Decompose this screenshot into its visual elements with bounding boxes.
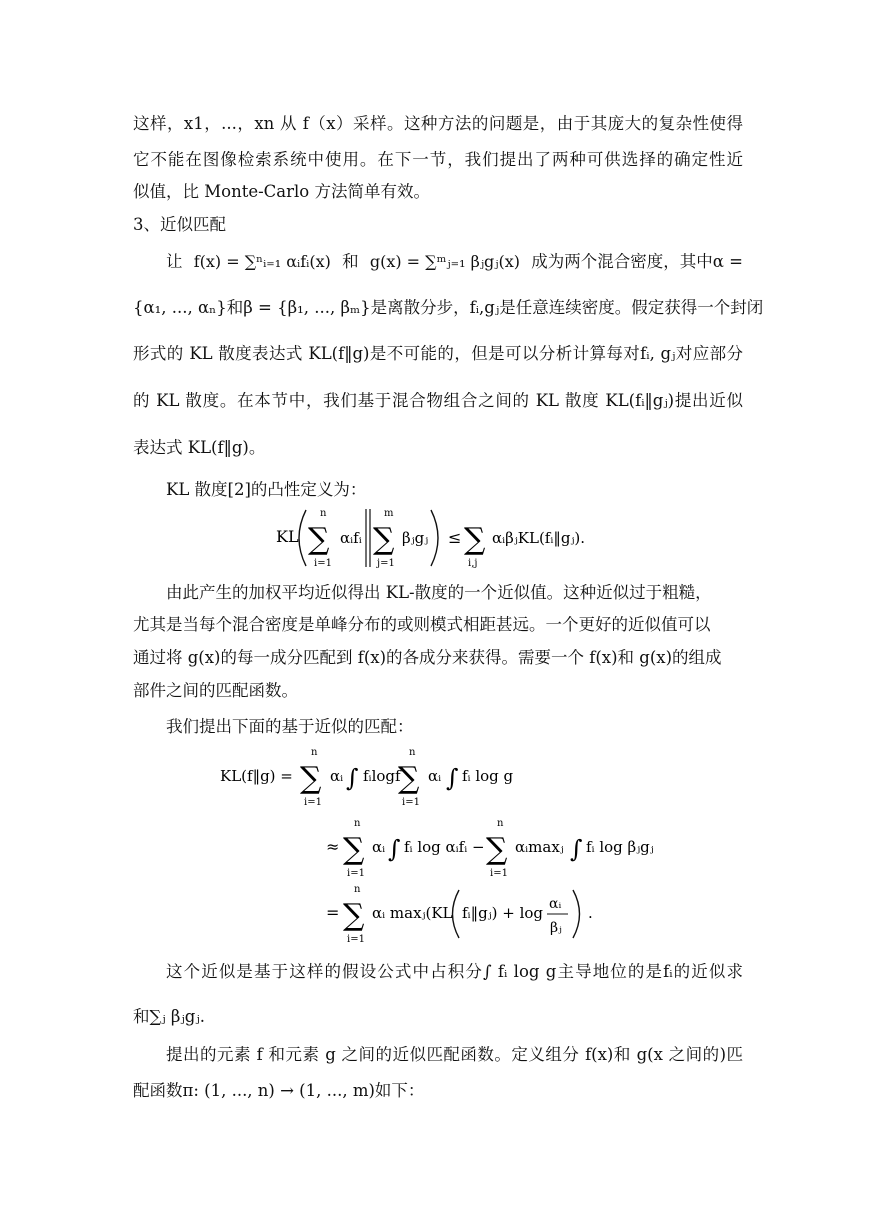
- paragraph-line: 表达式 KL(f‖g)。: [133, 438, 266, 457]
- inline-math-f: f(x) = ∑ⁿᵢ₌₁ αᵢfᵢ(x): [193, 252, 331, 271]
- integral-body: fᵢ log αᵢfᵢ −: [404, 838, 485, 856]
- paragraph-line: 的 KL 散度。在本节中，我们基于混合物组合之间的 KL 散度 KL(fᵢ‖gⱼ)提出近似: [133, 391, 743, 410]
- section-heading: 3、近似匹配: [133, 215, 226, 234]
- sum-sign: ∑: [343, 832, 365, 867]
- sum-sign: ∑: [486, 832, 508, 867]
- sum-lower: i,j: [468, 558, 478, 569]
- integral-sign: ∫: [388, 835, 401, 863]
- leq-sign: ≤: [448, 528, 462, 547]
- sum-upper: n: [354, 818, 361, 829]
- alpha-term: αᵢ: [428, 767, 442, 785]
- paragraph-line: KL 散度[2]的凸性定义为：: [166, 480, 367, 499]
- sum-upper: m: [384, 508, 394, 519]
- inner-term: fᵢ‖gⱼ) + log: [462, 904, 544, 922]
- right-paren: [431, 510, 438, 566]
- paragraph-line: 通过将 g(x)的每一成分匹配到 f(x)的各成分来获得。需要一个 f(x)和 g(x)的组成: [133, 648, 722, 667]
- sum-lower: i=1: [347, 934, 365, 945]
- sum-sign: ∑: [343, 898, 365, 933]
- approx-sign: ≈: [326, 837, 340, 856]
- alpha-term: αᵢ: [330, 767, 344, 785]
- integral-body: fᵢ log βⱼgⱼ: [586, 838, 654, 856]
- sum-sign: ∑: [308, 522, 330, 557]
- sum-upper: n: [320, 508, 327, 519]
- equals-sign: =: [326, 903, 340, 922]
- matching-equation: [218, 744, 658, 954]
- sum-lower: i=1: [402, 797, 420, 808]
- sum-upper: n: [497, 818, 504, 829]
- paragraph-line: {α₁, ..., αₙ}和β = {β₁, ..., βₘ}是离散分步，fᵢ,gⱼ是任意连续密度。假定获得一个封闭: [133, 298, 764, 317]
- convexity-equation: [270, 505, 600, 571]
- sum-lower: i=1: [304, 797, 322, 808]
- sum-lower: j=1: [377, 558, 395, 569]
- eq-kl: KL: [276, 527, 299, 546]
- period: .: [588, 904, 593, 922]
- text-fragment: 成为两个混合密度，其中α =: [531, 252, 743, 271]
- fraction-numerator: αᵢ: [549, 896, 562, 912]
- integral-body: fᵢlogf: [363, 767, 401, 785]
- paragraph-line: 和∑ⱼ βⱼgⱼ.: [133, 1007, 205, 1026]
- sum-sign: ∑: [398, 761, 420, 796]
- paragraph-line: 部件之间的匹配函数。: [133, 681, 298, 700]
- right-paren: [573, 890, 580, 938]
- paragraph-line: 形式的 KL 散度表达式 KL(f‖g)是不可能的，但是可以分析计算每对fᵢ, gⱼ对应部分: [133, 344, 743, 363]
- paragraph-line: 这个近似是基于这样的假设公式中占积分∫ fᵢ log g主导地位的是fᵢ的近似求: [166, 962, 743, 981]
- sum-sign: ∑: [464, 522, 486, 557]
- left-paren: [453, 890, 460, 938]
- paragraph-line: 我们提出下面的基于近似的匹配：: [166, 717, 414, 736]
- paragraph-line: 这样，x1，...，xn 从 f（x）采样。这种方法的问题是，由于其庞大的复杂性使得: [133, 114, 743, 133]
- convexity-rhs: αᵢβⱼKL(fᵢ‖gⱼ).: [492, 529, 586, 547]
- integral-sign: ∫: [570, 835, 583, 863]
- sum-sign: ∑: [300, 761, 322, 796]
- sum-lower: i=1: [314, 558, 332, 569]
- paragraph-line: 配函数π: (1, ..., n) → (1, ..., m)如下：: [133, 1081, 425, 1100]
- fraction-denominator: βⱼ: [550, 920, 562, 936]
- sum-upper: n: [409, 747, 416, 758]
- max-kl-term: αᵢ maxⱼ(KL: [372, 904, 453, 922]
- text-fragment: 让: [166, 252, 183, 271]
- integral-sign: ∫: [346, 764, 359, 792]
- sum-lower: i=1: [347, 868, 365, 879]
- sum-sign: ∑: [373, 522, 395, 557]
- alpha-term: αᵢ: [372, 838, 386, 856]
- paragraph-line: [166, 250, 743, 274]
- integral-body: fᵢ log g: [462, 767, 514, 785]
- matching-lhs: KL(f‖g) =: [220, 767, 293, 785]
- left-paren: [299, 510, 306, 566]
- paragraph-line: 它不能在图像检索系统中使用。在下一节，我们提出了两种可供选择的确定性近: [133, 150, 743, 169]
- text-fragment: 和: [342, 252, 359, 271]
- sum-upper: n: [311, 747, 318, 758]
- alpha-max-term: αᵢmaxⱼ: [515, 838, 564, 856]
- sum-upper: n: [354, 884, 361, 895]
- paragraph-line: 尤其是当每个混合密度是单峰分布的或则模式相距甚远。一个更好的近似值可以: [133, 615, 711, 634]
- paragraph-line: 似值，比 Monte-Carlo 方法简单有效。: [133, 182, 430, 201]
- term-f: αᵢfᵢ: [340, 529, 362, 547]
- sum-lower: i=1: [490, 868, 508, 879]
- paragraph-line: 提出的元素 f 和元素 g 之间的近似匹配函数。定义组分 f(x)和 g(x 之间的)匹: [166, 1045, 743, 1064]
- integral-sign: ∫: [446, 764, 459, 792]
- inline-math-g: g(x) = ∑ᵐⱼ₌₁ βⱼgⱼ(x): [369, 252, 521, 271]
- paragraph-line: 由此产生的加权平均近似得出 KL-散度的一个近似值。这种近似过于粗糙，: [166, 583, 712, 602]
- term-g: βⱼgⱼ: [402, 529, 429, 547]
